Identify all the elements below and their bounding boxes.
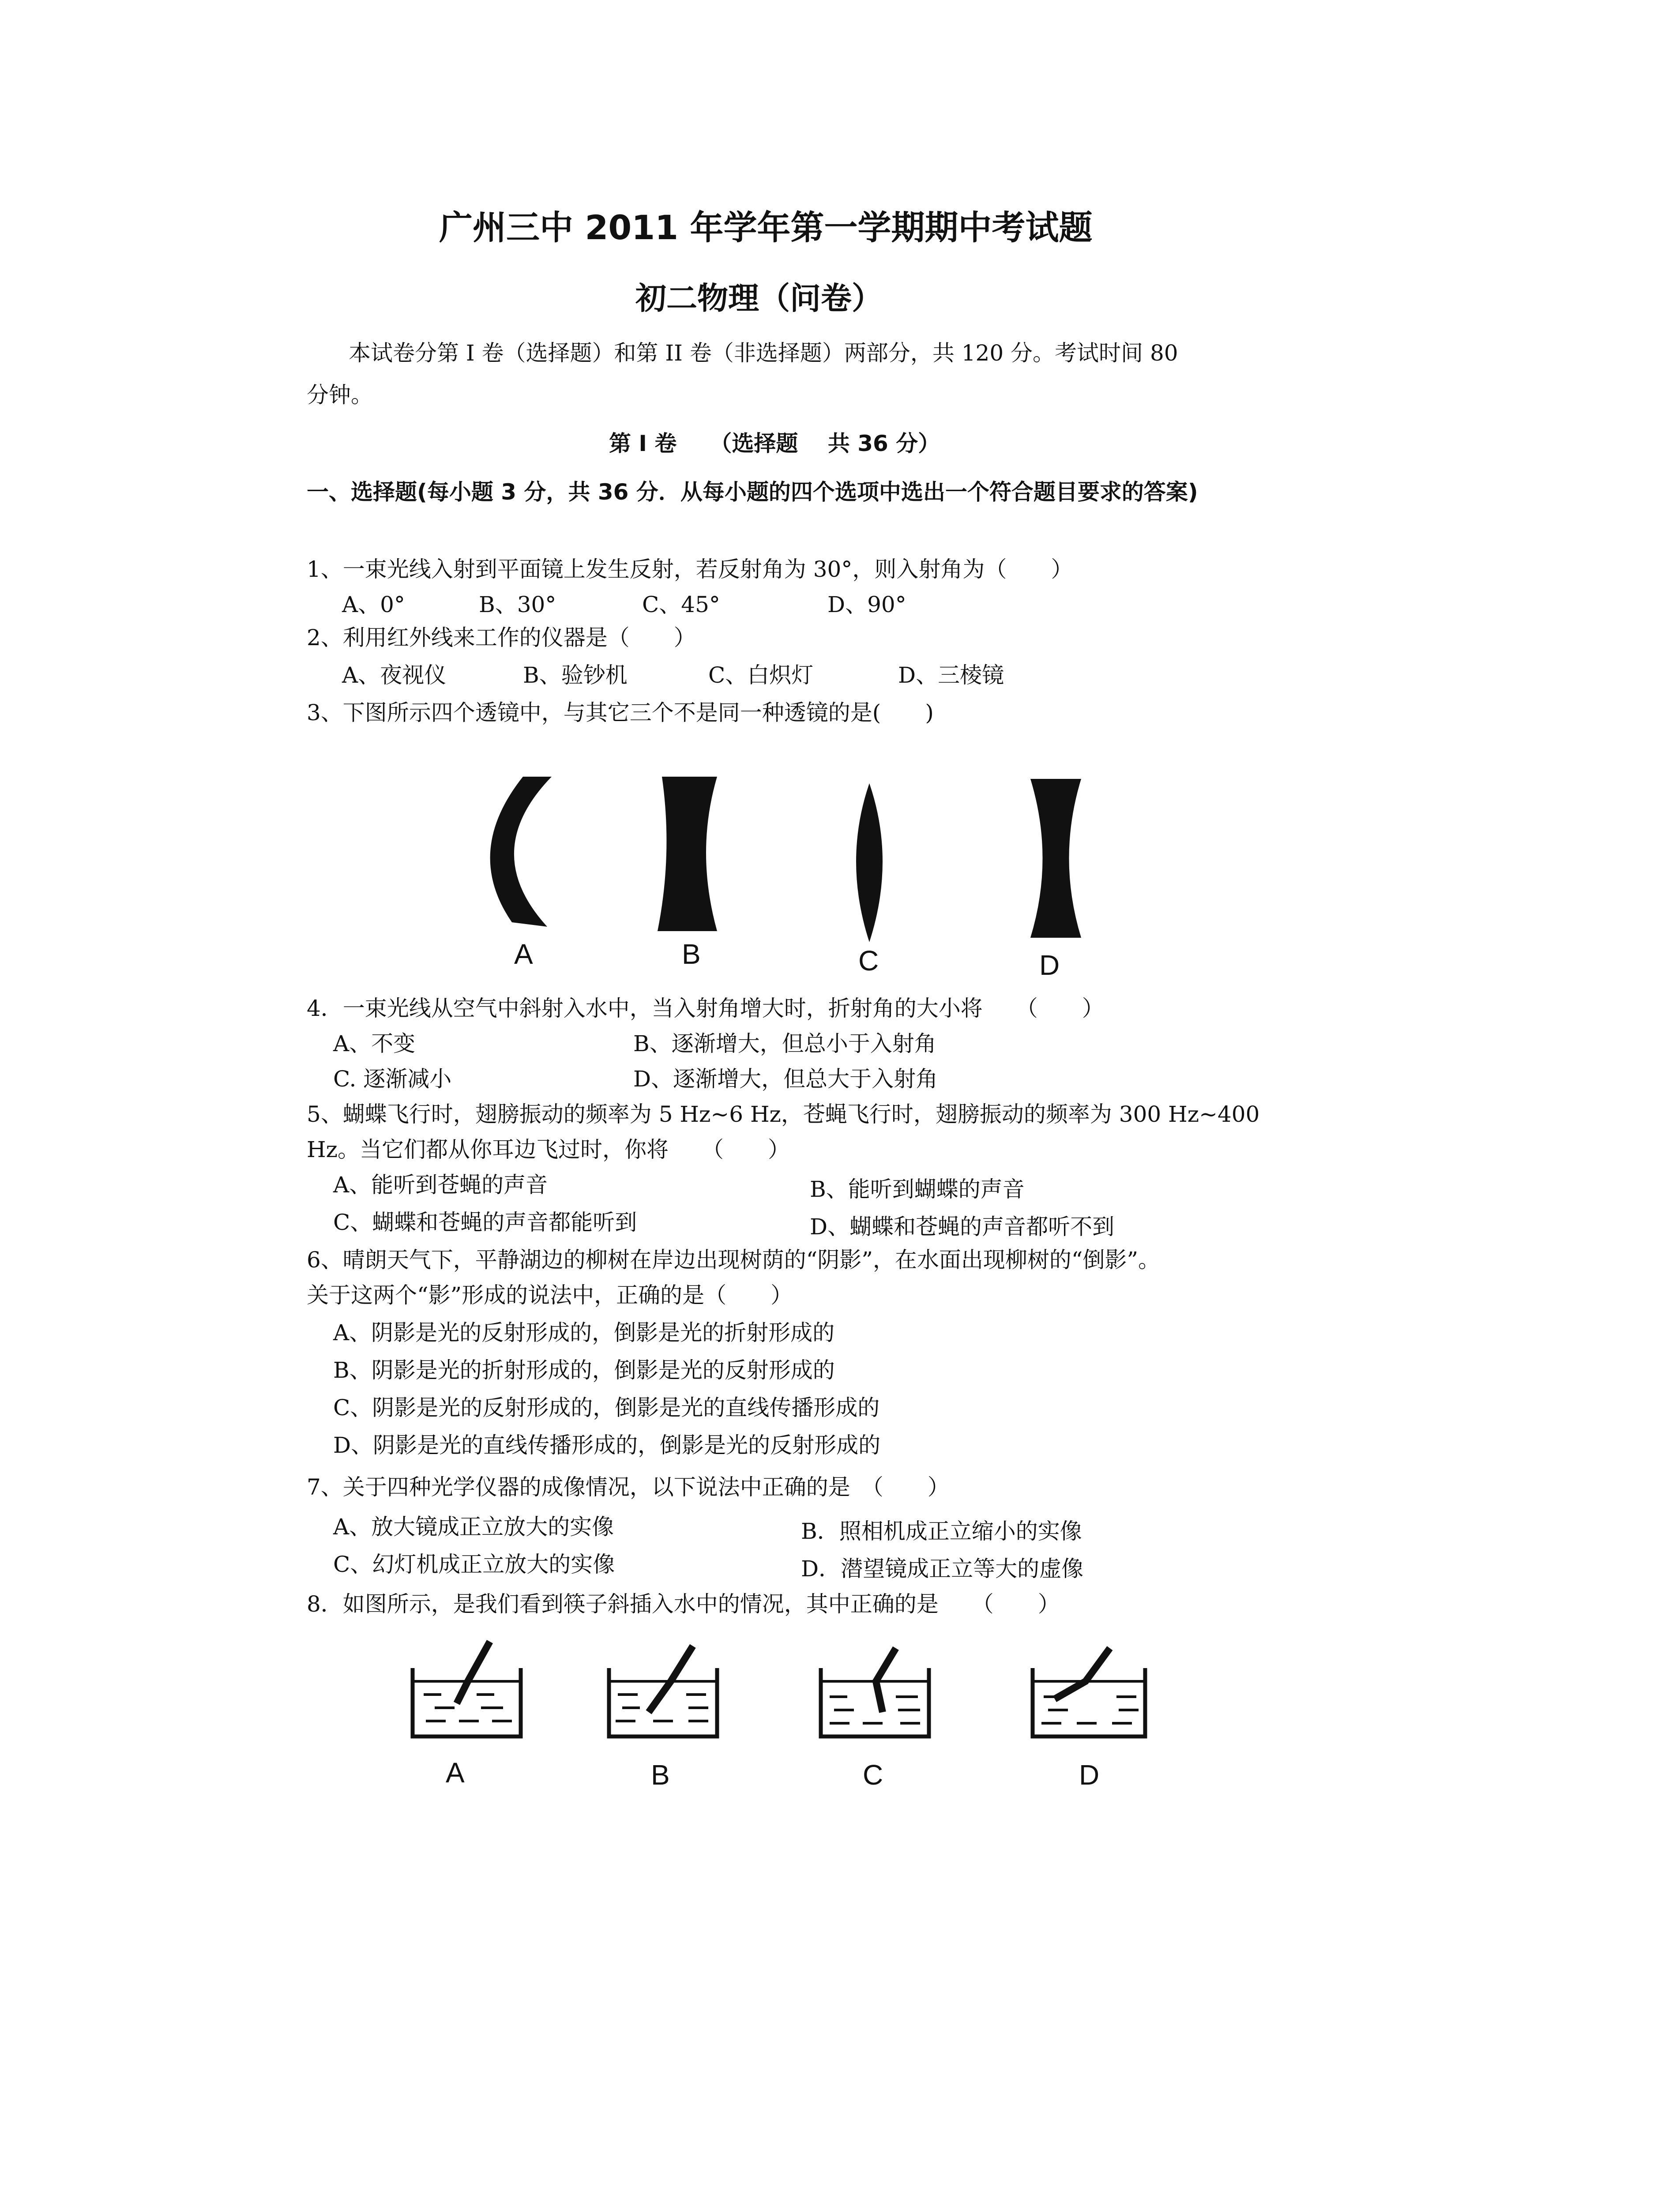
q5-stem-1: 5、蝴蝶飞行时，翅膀振动的频率为 5 Hz~6 Hz，苍蝇飞行时，翅膀振动的频率为 300 Hz~400 [307, 1101, 1260, 1127]
q7-option-d: D．潜望镜成正立等大的虚像 [801, 1556, 1084, 1582]
q2-stem: 2、利用红外线来工作的仪器是（ ） [307, 625, 696, 650]
q6-option-d: D、阴影是光的直线传播形成的，倒影是光的反射形成的 [333, 1432, 881, 1458]
q7-option-a: A、放大镜成正立放大的实像 [333, 1514, 614, 1540]
q2-option-b: B、验钞机 [523, 662, 628, 688]
lens-label-a: A [514, 938, 533, 970]
q5-option-c: C、蝴蝶和苍蝇的声音都能听到 [333, 1210, 637, 1235]
q5-option-b: B、能听到蝴蝶的声音 [810, 1176, 1025, 1202]
q6-option-a: A、阴影是光的反射形成的，倒影是光的折射形成的 [333, 1320, 835, 1345]
exam-title: 广州三中 2011 年学年第一学期期中考试题 [439, 208, 1093, 247]
q4-option-a: A、不变 [333, 1031, 416, 1056]
q4-option-b: B、逐渐增大，但总小于入射角 [633, 1031, 936, 1056]
chopstick-label-d: D [1079, 1759, 1100, 1791]
q5-stem-2: Hz。当它们都从你耳边飞过时，你将 （ ） [307, 1137, 790, 1162]
q5-option-a: A、能听到苍蝇的声音 [333, 1172, 548, 1198]
lens-label-d: D [1039, 949, 1060, 981]
q2-option-a: A、夜视仪 [342, 662, 447, 688]
q4-option-d: D、逐渐增大，但总大于入射角 [633, 1066, 938, 1092]
q1-option-a: A、0° [342, 592, 405, 617]
beaker-a [413, 1642, 521, 1736]
exam-subtitle: 初二物理（问卷） [635, 280, 883, 316]
q1-stem: 1、一束光线入射到平面镜上发生反射，若反射角为 30°，则入射角为（ ） [307, 556, 1073, 582]
lens-label-b: B [682, 938, 701, 970]
section-heading: 第 I 卷 （选择题 共 36 分） [609, 431, 940, 456]
q6-stem-1: 6、晴朗天气下，平静湖边的柳树在岸边出现树荫的“阴影”，在水面出现柳树的“倒影”。 [307, 1247, 1161, 1273]
q6-option-b: B、阴影是光的折射形成的，倒影是光的反射形成的 [333, 1357, 835, 1383]
q6-stem-2: 关于这两个“影”形成的说法中，正确的是（ ） [307, 1282, 793, 1308]
q1-option-c: C、45° [642, 592, 720, 617]
q8-stem: 8．如图所示，是我们看到筷子斜插入水中的情况，其中正确的是 （ ） [307, 1591, 1060, 1617]
q5-option-d: D、蝴蝶和苍蝇的声音都听不到 [810, 1214, 1115, 1240]
chopstick-label-a: A [446, 1757, 465, 1789]
intro-line-2: 分钟。 [307, 382, 373, 408]
q7-option-b: B．照相机成正立缩小的实像 [801, 1518, 1082, 1544]
q3-stem: 3、下图所示四个透镜中，与其它三个不是同一种透镜的是( ) [307, 700, 934, 725]
beaker-b [609, 1646, 717, 1736]
intro-line-1: 本试卷分第 I 卷（选择题）和第 II 卷（非选择题）两部分，共 120 分。考试时间 80 [349, 340, 1178, 366]
q2-option-d: D、三棱镜 [898, 662, 1004, 688]
q2-option-c: C、白炽灯 [708, 662, 814, 688]
q1-option-d: D、90° [827, 592, 906, 617]
section-instruction: 一、选择题(每小题 3 分，共 36 分．从每小题的四个选项中选出一个符合题目要求的答案) [307, 479, 1198, 505]
q1-option-b: B、30° [479, 592, 556, 617]
q4-stem: 4．一束光线从空气中斜射入水中，当入射角增大时，折射角的大小将 （ ） [307, 996, 1104, 1021]
q4-option-c: C. 逐渐减小 [333, 1066, 452, 1092]
q6-option-c: C、阴影是光的反射形成的，倒影是光的直线传播形成的 [333, 1395, 880, 1421]
q7-option-c: C、幻灯机成正立放大的实像 [333, 1552, 615, 1577]
lens-label-c: C [858, 945, 879, 977]
beaker-c [821, 1648, 929, 1736]
q7-stem: 7、关于四种光学仪器的成像情况，以下说法中正确的是 （ ） [307, 1474, 950, 1500]
beaker-d [1033, 1648, 1145, 1736]
chopstick-label-b: B [651, 1759, 670, 1791]
chopstick-label-c: C [863, 1759, 883, 1791]
